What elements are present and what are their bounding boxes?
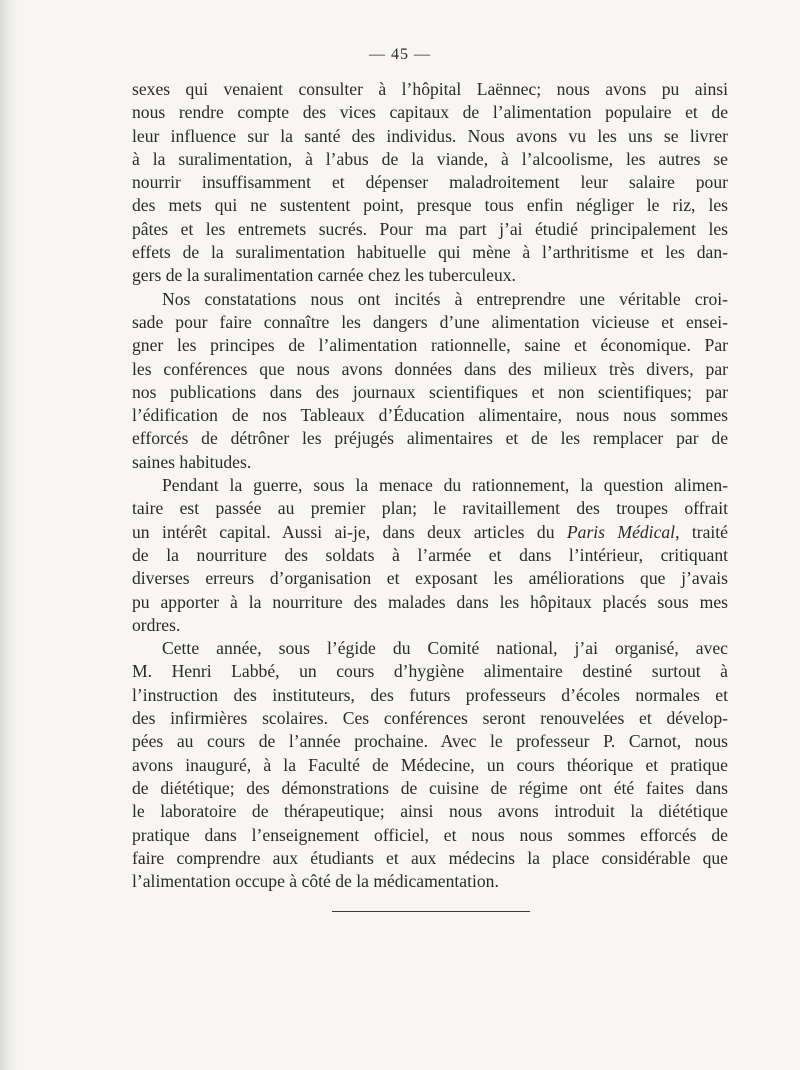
text-line: un intérêt capital. Aussi ai-je, dans deux articles du Paris Médical, traité <box>132 521 728 542</box>
paragraph-3 <box>132 474 728 637</box>
text-line: diverses erreurs d’organisation et exposant les améliorations que j’avais <box>132 568 728 589</box>
body-text <box>132 78 728 893</box>
page-number: — 45 — <box>369 46 431 63</box>
text-line: le laboratoire de thérapeutique; ainsi nous avons introduit la diététique <box>132 801 728 822</box>
journal-title: Paris Médical <box>566 521 676 542</box>
text-line: sexes qui venaient consulter à l’hôpital Laënnec; nous avons pu ainsi <box>132 79 728 99</box>
text-line: pratique dans l’enseignement officiel, et nous nous sommes efforcés de <box>132 824 728 845</box>
text-line: Cette année, sous l’égide du Comité national, j’ai organisé, avec <box>162 638 728 659</box>
text-line: ordres. <box>132 614 181 635</box>
text-line: les conférences que nous avons données dans des milieux très divers, par <box>132 358 728 379</box>
text-line: à la suralimentation, à l’abus de la viande, à l’alcoolisme, les autres se <box>132 148 728 169</box>
text-line: l’alimentation occupe à côté de la médicamentation. <box>132 871 499 892</box>
text-line: nous rendre compte des vices capitaux de l’alimentation populaire et de <box>132 102 728 123</box>
text-line: efforcés de détrôner les préjugés alimentaires et de les remplacer par de <box>132 428 728 449</box>
text-line: leur influence sur la santé des individus. Nous avons vu les uns se livrer <box>132 125 728 146</box>
text-line: de diététique; des démonstrations de cuisine de régime ont été faites dans <box>132 777 728 798</box>
paragraph-2 <box>132 288 728 474</box>
end-rule <box>332 911 530 912</box>
text-line: effets de la suralimentation habituelle qui mène à l’arthritisme et les dan- <box>132 242 728 263</box>
text-line: pâtes et les entremets sucrés. Pour ma part j’ai étudié principalement les <box>132 218 728 239</box>
text-line: des mets qui ne sustentent point, presque tous enfin négliger le riz, les <box>132 195 728 216</box>
text-line: gner les principes de l’alimentation rationnelle, saine et économique. Par <box>132 335 728 356</box>
text-line: nourrir insuffisamment et dépenser maladroitement leur salaire pour <box>132 172 728 193</box>
text-line: des infirmières scolaires. Ces conférences seront renouvelées et dévelop- <box>132 708 728 729</box>
text-line: sade pour faire connaître les dangers d’une alimentation vicieuse et ensei- <box>132 311 728 332</box>
text-line: pu apporter à la nourriture des malades dans les hôpitaux placés sous mes <box>132 591 728 612</box>
text-line: nos publications dans des journaux scientifiques et non scientifiques; par <box>132 381 728 402</box>
text-line: pées au cours de l’année prochaine. Avec le professeur P. Carnot, nous <box>132 731 728 752</box>
text-line: saines habitudes. <box>132 451 252 472</box>
text-line: avons inauguré, à la Faculté de Médecine, un cours théorique et pratique <box>132 754 728 775</box>
text-line: Nos constatations nous ont incités à entreprendre une véritable croi- <box>162 288 728 309</box>
text-line: M. Henri Labbé, un cours d’hygiène alimentaire destiné surtout à <box>132 661 728 682</box>
text-line: de la nourriture des soldats à l’armée et dans l’intérieur, critiquant <box>132 544 728 565</box>
text-line: l’instruction des instituteurs, des futurs professeurs d’écoles normales et <box>132 684 728 705</box>
text-line: taire est passée au premier plan; le ravitaillement des troupes offrait <box>132 498 728 519</box>
scan-page-edge <box>0 0 18 1070</box>
paragraph-1 <box>132 78 728 288</box>
paragraph-4 <box>132 637 728 893</box>
text-line: l’édification de nos Tableaux d’Éducation alimentaire, nous nous sommes <box>132 405 728 426</box>
text-line: gers de la suralimentation carnée chez les tuberculeux. <box>132 265 516 286</box>
text-line: Pendant la guerre, sous la menace du rationnement, la question alimen- <box>162 475 728 496</box>
text-line: faire comprendre aux étudiants et aux médecins la place considérable que <box>132 847 728 868</box>
